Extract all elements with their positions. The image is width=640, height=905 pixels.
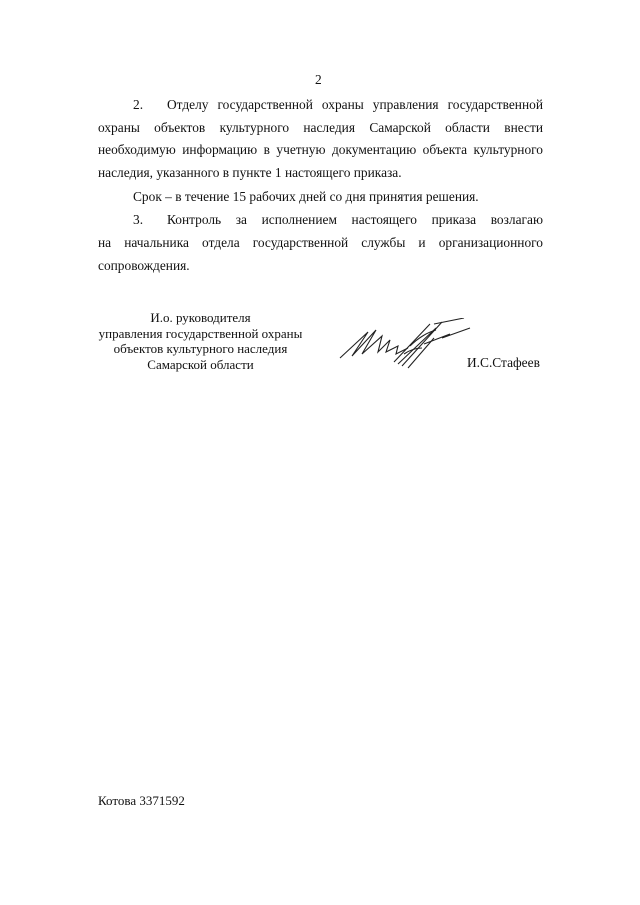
executor-footer: Котова 3371592 [98, 793, 185, 808]
position-line: объектов культурного наследия [113, 341, 288, 356]
position-line: Самарской области [147, 356, 254, 372]
paragraph-number: 3. [133, 212, 144, 227]
paragraph-text: Контроль за исполнением настоящего приказа возлагаю [167, 212, 543, 227]
paragraph-line [133, 97, 543, 113]
paragraph-line: необходимую информацию в учетную документацию объекта культурного [98, 142, 543, 157]
paragraph-line: наследия, указанного в пункте 1 настоящего приказа. [98, 165, 402, 180]
position-line: И.о. руководителя [150, 310, 251, 325]
deadline-text: Срок – в течение 15 рабочих дней со дня принятия решения. [133, 189, 479, 204]
paragraph-line: охраны объектов культурного наследия Самарской области внести [98, 120, 543, 135]
paragraph-line [133, 212, 543, 228]
signatory-name: И.С.Стафеев [467, 355, 540, 370]
handwritten-signature [338, 318, 478, 370]
paragraph-line: на начальника отдела государственной службы и организационного [98, 235, 543, 250]
signatory-position [98, 310, 303, 372]
paragraph-number: 2. [133, 97, 144, 112]
position-line: управления государственной охраны [98, 325, 303, 341]
paragraph-line: сопровождения. [98, 258, 190, 273]
paragraph-text: Отделу государственной охраны управления государственной [167, 97, 543, 112]
page-number: 2 [315, 72, 322, 87]
